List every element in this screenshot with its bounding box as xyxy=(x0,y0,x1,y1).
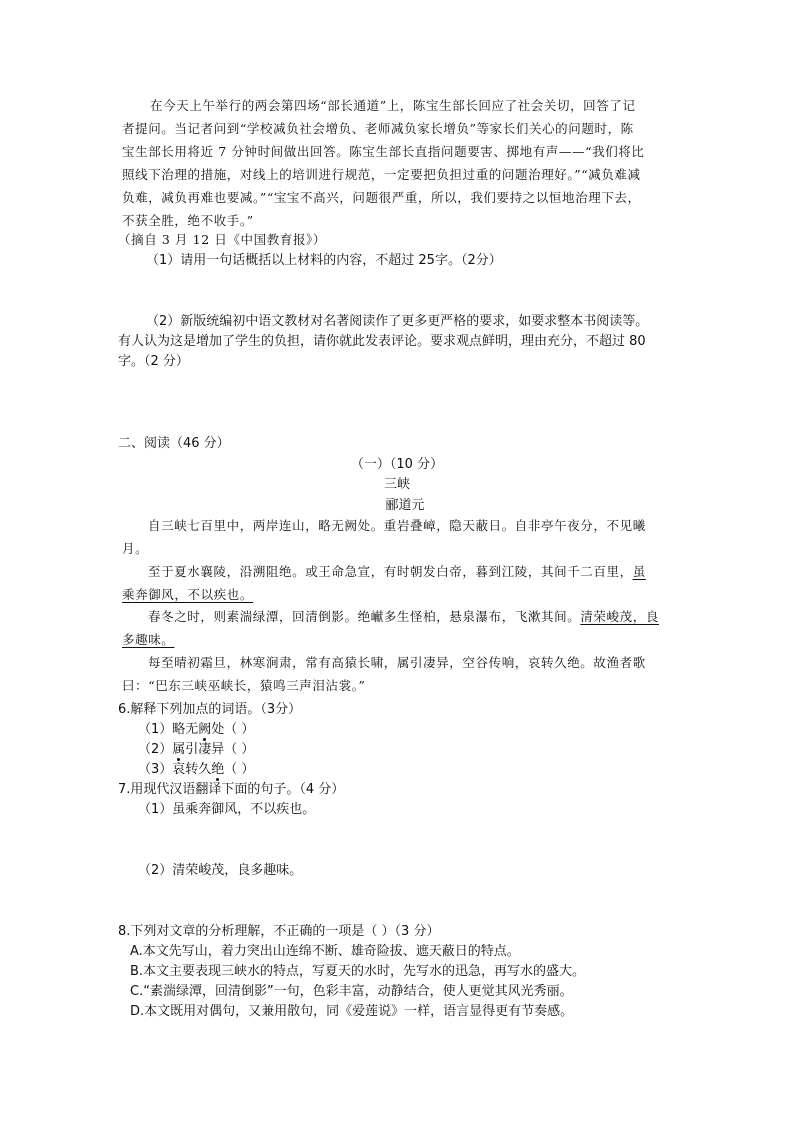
section-heading: 二、阅读（46 分） xyxy=(118,436,230,451)
question-8-option-b: B.本文主要表现三峡水的特点，写夏天的水时，先写水的迅急，再写水的盛大。 xyxy=(130,964,586,979)
question-7-item-1: （1）虽乘奔御风，不以疾也。 xyxy=(138,802,316,817)
passage-p4-line-1: 每至晴初霜旦，林寒涧肃，常有高猿长啸，属引凄异，空谷传响，哀转久绝。故渔者歌 xyxy=(148,655,646,670)
underlined-sentence-2a: 清荣峻茂，良 xyxy=(580,609,659,624)
passage-p2-line-2 xyxy=(122,586,253,604)
material-source: （摘自 3 月 12 日《中国教育报》） xyxy=(118,232,327,247)
question-8: 8.下列对文章的分析理解，不正确的一项是（ ）（3 分） xyxy=(118,924,440,939)
question-8-option-c: C.“素湍绿潭，回清倒影”一句，色彩丰富，动静结合，使人更觉其风光秀丽。 xyxy=(130,984,573,999)
q6-item-1-post: 处（ ） xyxy=(211,722,255,737)
passage-p3-line-2 xyxy=(122,631,174,649)
question-2-line-3: 字。（2 分） xyxy=(118,354,189,369)
q6-item-2-post: 引凄异（ ） xyxy=(185,742,255,757)
question-2-line-2: 有人认为这是增加了学生的负担，请你就此发表评论。要求观点鲜明，理由充分，不超过 80 xyxy=(118,334,646,349)
question-8-option-d: D.本文既用对偶句，又兼用散句，同《爱莲说》一样，语言显得更有节奏感。 xyxy=(130,1004,574,1019)
question-7-item-2: （2）清荣峻茂，良多趣味。 xyxy=(138,863,303,878)
question-8-option-a: A.本文先写山，着力突出山连绵不断、雄奇险拔、遮天蔽日的特点。 xyxy=(130,944,520,959)
question-6-item-1 xyxy=(138,721,254,739)
question-2-line-1: （2）新版统编初中语文教材对名著阅读作了更多更严格的要求，如要求整本书阅读等。 xyxy=(146,314,649,329)
question-7: 7.用现代汉语翻译下面的句子。（4 分） xyxy=(118,782,345,797)
passage-title: 三峡 xyxy=(383,477,410,492)
passage-p3-line-1 xyxy=(148,608,659,626)
sub-heading: （一）（10 分） xyxy=(350,457,444,472)
question-6: 6.解释下列加点的词语。（3分） xyxy=(118,702,302,717)
question-1: （1）请用一句话概括以上材料的内容，不超过 25字。（2分） xyxy=(146,253,502,268)
underlined-sentence-2b: 多趣味。 xyxy=(122,632,175,647)
material-line-1: 在今天上午举行的两会第四场“部长通道”上，陈宝生部长回应了社会关切，回答了记 xyxy=(150,98,636,113)
underlined-sentence-1a: 虽 xyxy=(632,564,646,579)
question-6-item-3 xyxy=(138,761,254,779)
q6-item-3-dotted-word: 绝 xyxy=(211,762,225,777)
q6-item-2-dotted-word: 属 xyxy=(172,742,186,757)
q6-item-3-post: （ ） xyxy=(224,762,255,777)
material-line-5: 负难，减负再难也要减。”“宝宝不高兴，问题很严重，所以，我们要持之以恒地治理下去， xyxy=(122,190,641,205)
passage-p4-line-2: 曰：“巴东三峡巫峡长，猿鸣三声泪沾裳。” xyxy=(122,678,366,693)
passage-p1-line-2: 月。 xyxy=(122,541,149,556)
q6-item-1-dotted-word: 阙 xyxy=(198,722,212,737)
question-6-item-2 xyxy=(138,741,254,759)
passage-p2-line-1 xyxy=(148,563,646,581)
material-line-6: 不获全胜，绝不收手。” xyxy=(122,213,254,228)
underlined-sentence-1b: 乘奔御风，不以疾也。 xyxy=(122,587,254,602)
material-line-2: 者提问。当记者问到“学校减负社会增负、老师减负家长增负”等家长们关心的问题时，陈 xyxy=(122,121,634,136)
q6-item-2-pre: （2） xyxy=(138,742,173,757)
passage-author: 郦道元 xyxy=(385,498,425,513)
q6-item-1-pre: （1）略无 xyxy=(138,722,199,737)
passage-p2-text: 至于夏水襄陵，沿溯阻绝。或王命急宣，有时朝发白帝，暮到江陵，其间千二百里， xyxy=(148,564,633,579)
passage-p3-text: 春冬之时，则素湍绿潭，回清倒影。绝𪩘多生怪柏，悬泉瀑布，飞漱其间。 xyxy=(148,609,581,624)
q6-item-3-pre: （3）哀转久 xyxy=(138,762,212,777)
material-line-3: 宝生部长用将近 7 分钟时间做出回答。陈宝生部长直指问题要害、掷地有声——“我们将比 xyxy=(122,144,645,159)
material-line-4: 照线下治理的措施，对线上的培训进行规范，一定要把负担过重的问题治理好。”“减负难减 xyxy=(122,167,641,182)
passage-p1-line-1: 自三峡七百里中，两岸连山，略无阙处。重岩叠嶂，隐天蔽日。自非亭午夜分，不见曦 xyxy=(148,518,646,533)
